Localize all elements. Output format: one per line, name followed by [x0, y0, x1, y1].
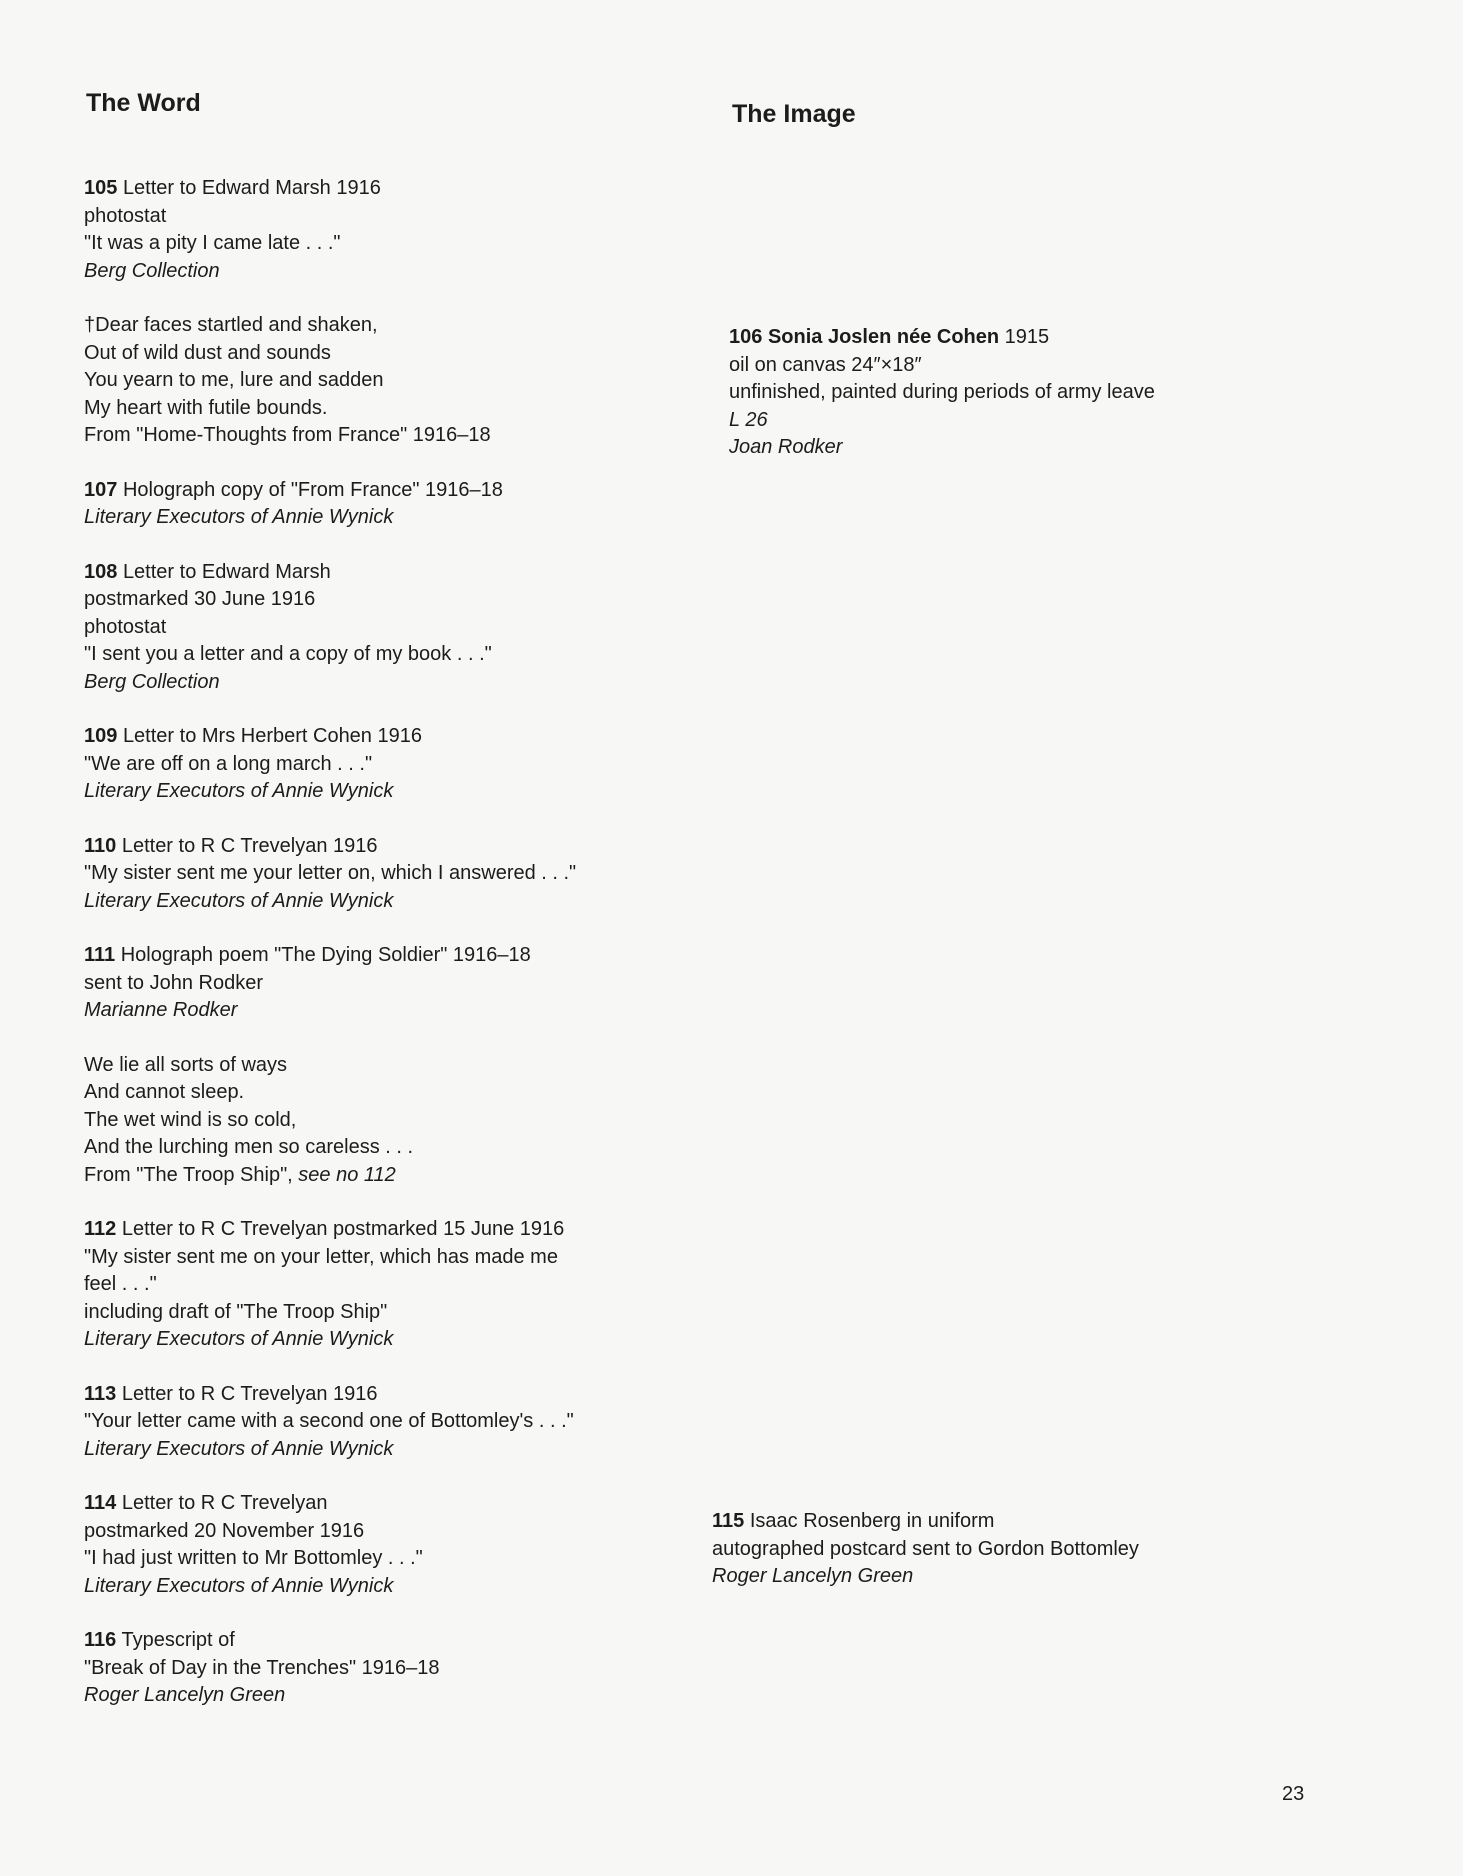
entry-quote: "Your letter came with a second one of Bottomley's . . ." — [84, 1410, 574, 1432]
entry-year: 1915 — [1004, 326, 1050, 348]
poem-line: And cannot sleep. — [84, 1081, 245, 1103]
entry-title: 110 Letter to R C Trevelyan 1916 — [84, 834, 378, 857]
entry-number: 114 — [84, 1492, 117, 1514]
entry-106 — [729, 324, 1379, 462]
entry-title — [729, 324, 1379, 352]
poem-excerpt-home-thoughts — [84, 312, 684, 450]
entry-owner: Berg Collection — [84, 259, 220, 282]
entry-quote: "I had just written to Mr Bottomley . . ." — [84, 1547, 423, 1569]
entry-line: "Break of Day in the Trenches" 1916–18 — [84, 1656, 440, 1679]
entry-line: autographed postcard sent to Gordon Bottomley — [712, 1537, 1139, 1560]
entry-number: 116 — [84, 1629, 117, 1651]
entry-reference: L 26 — [729, 408, 768, 431]
entry-quote: "We are off on a long march . . ." — [84, 752, 373, 775]
entry-number: 110 — [84, 834, 117, 857]
entry-112 — [84, 1216, 684, 1354]
entry-quote: "It was a pity I came late . . ." — [84, 232, 341, 254]
entry-owner: Literary Executors of Annie Wynick — [84, 1328, 394, 1350]
poem-source: From "Home-Thoughts from France" 1916–18 — [84, 424, 491, 446]
entry-quote: "I sent you a letter and a copy of my book . . ." — [84, 643, 492, 665]
entry-109 — [84, 723, 684, 806]
entry-116 — [84, 1627, 684, 1710]
entry-111 — [84, 942, 684, 1025]
entry-line: sent to John Rodker — [84, 971, 263, 994]
painting-title: Sonia Joslen née Cohen — [767, 326, 1000, 348]
entry-owner: Literary Executors of Annie Wynick — [84, 506, 394, 528]
entry-number: 112 — [84, 1218, 117, 1240]
entry-owner: Literary Executors of Annie Wynick — [84, 1574, 394, 1597]
poem-source: From "The Troop Ship", see no 112 — [84, 1163, 396, 1186]
entry-title: 111 Holograph poem "The Dying Soldier" 1916–18 — [84, 944, 531, 966]
entry-number: 106 — [729, 326, 763, 348]
entry-owner: Roger Lancelyn Green — [84, 1684, 286, 1706]
entry-title: 114 Letter to R C Trevelyan — [84, 1492, 328, 1514]
entry-line: postmarked 30 June 1916 — [84, 588, 316, 610]
entry-line: unfinished, painted during periods of army leave — [729, 381, 1155, 403]
entry-title: 116 Typescript of — [84, 1629, 235, 1651]
entry-medium: oil on canvas 24″×18″ — [729, 353, 922, 376]
entry-title: 108 Letter to Edward Marsh — [84, 560, 331, 583]
entry-title: 109 Letter to Mrs Herbert Cohen 1916 — [84, 725, 422, 747]
entry-quote: feel . . ." — [84, 1273, 157, 1295]
entry-110 — [84, 833, 684, 916]
entry-number: 108 — [84, 560, 118, 583]
entry-number: 107 — [84, 478, 118, 501]
entry-title: 115 Isaac Rosenberg in uniform — [712, 1510, 995, 1532]
entry-owner: Literary Executors of Annie Wynick — [84, 889, 394, 912]
page-number: 23 — [1282, 1783, 1305, 1805]
entry-line: postmarked 20 November 1916 — [84, 1519, 365, 1542]
poem-line: †Dear faces startled and shaken, — [84, 314, 378, 336]
entry-line: photostat — [84, 204, 167, 227]
entry-108 — [84, 559, 684, 697]
poem-line: My heart with futile bounds. — [84, 396, 328, 419]
entry-number: 105 — [84, 177, 118, 199]
entry-number: 113 — [84, 1382, 117, 1405]
entry-owner: Marianne Rodker — [84, 999, 238, 1021]
entry-105 — [84, 175, 684, 285]
poem-line: We lie all sorts of ways — [84, 1053, 288, 1076]
entry-title: 107 Holograph copy of "From France" 1916–18 — [84, 478, 503, 501]
entry-114 — [84, 1490, 684, 1600]
entry-owner: Berg Collection — [84, 670, 220, 693]
entry-number: 111 — [84, 944, 116, 966]
cross-reference-link: see no 112 — [298, 1163, 396, 1186]
entry-title: 112 Letter to R C Trevelyan postmarked 15 June 1916 — [84, 1218, 565, 1240]
entry-quote: "My sister sent me your letter on, which I answered . . ." — [84, 862, 577, 884]
entry-title: 105 Letter to Edward Marsh 1916 — [84, 177, 381, 199]
entry-number: 109 — [84, 725, 118, 747]
the-image-heading: The Image — [732, 100, 856, 128]
image-column-entry-115 — [712, 1508, 1362, 1618]
entry-quote: "My sister sent me on your letter, which has made me — [84, 1245, 558, 1268]
entry-115 — [712, 1508, 1362, 1591]
entry-line: including draft of "The Troop Ship" — [84, 1300, 388, 1323]
word-column — [84, 175, 684, 1737]
poem-excerpt-troop-ship — [84, 1052, 684, 1190]
entry-number: 115 — [712, 1510, 745, 1532]
entry-owner: Literary Executors of Annie Wynick — [84, 780, 394, 802]
poem-line: You yearn to me, lure and sadden — [84, 369, 384, 391]
image-column-entry-106 — [729, 324, 1379, 489]
entry-owner: Literary Executors of Annie Wynick — [84, 1437, 394, 1460]
the-word-heading: The Word — [86, 89, 201, 117]
entry-line: photostat — [84, 615, 167, 638]
poem-line: Out of wild dust and sounds — [84, 341, 331, 364]
entry-title: 113 Letter to R C Trevelyan 1916 — [84, 1382, 378, 1405]
entry-113 — [84, 1381, 684, 1464]
poem-line: The wet wind is so cold, — [84, 1108, 297, 1131]
entry-107 — [84, 477, 684, 532]
poem-line: And the lurching men so careless . . . — [84, 1136, 414, 1158]
entry-owner: Roger Lancelyn Green — [712, 1565, 914, 1587]
entry-owner: Joan Rodker — [729, 436, 843, 458]
